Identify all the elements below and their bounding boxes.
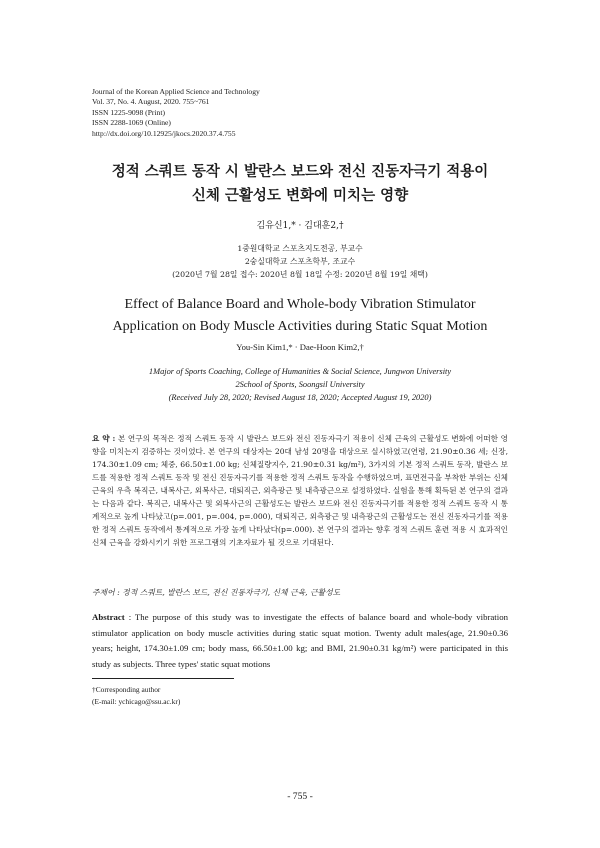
english-title	[60, 294, 540, 338]
english-authors: You-Sin Kim1,* · Dae-Hoon Kim2,†	[236, 342, 364, 352]
korean-abstract	[92, 432, 508, 549]
doi-link[interactable]: http://dx.doi.org/10.12925/jkocs.2020.37.4.755	[92, 128, 236, 138]
korean-title-line: 신체 근활성도 변화에 미치는 영향	[191, 187, 409, 204]
corresponding-author: †Corresponding author	[92, 685, 161, 694]
korean-affiliation: 1중원대학교 스포츠지도전공, 부교수	[237, 244, 363, 253]
journal-header	[92, 87, 260, 139]
korean-abstract-label: 요 약 :	[92, 434, 116, 443]
english-abstract-text: : The purpose of this study was to investigate the effects of balance board and whole-body vibration stimulator application on body muscle activities during static squat motion. Twenty adult males(age, 21.90±0.36 years; height, 174.30±1.09 cm; body mass, 66.50±1.00 kg; and BMI, 21.90±0.31 kg/m²) were participated in this study as subjects. Three types' static squat motions	[92, 612, 508, 669]
issn-online: ISSN 2288-1069 (Online)	[92, 118, 171, 128]
page-number: - 755 -	[287, 791, 313, 802]
korean-affiliation: 2숭실대학교 스포츠학부, 조교수	[244, 257, 356, 266]
english-title-line: Application on Body Muscle Activities during Static Squat Motion	[112, 319, 488, 334]
issn-print: ISSN 1225-9098 (Print)	[92, 107, 165, 117]
korean-title	[60, 160, 540, 208]
journal-name: Journal of the Korean Applied Science and Technology	[92, 87, 260, 96]
footnote-divider	[92, 678, 234, 679]
english-title-line: Effect of Balance Board and Whole-body Vibration Stimulator	[124, 297, 476, 312]
korean-authors: 김유신1,* · 김대훈2,†	[256, 221, 344, 231]
footnote	[92, 684, 180, 708]
english-abstract	[92, 610, 508, 672]
english-affiliations	[60, 365, 540, 404]
journal-volume: Vol. 37, No. 4. August, 2020. 755~761	[92, 97, 210, 107]
english-abstract-label: Abstract	[92, 612, 125, 622]
english-dates: (Received July 28, 2020; Revised August 18, 2020; Accepted August 19, 2020)	[168, 393, 432, 402]
korean-abstract-text: 본 연구의 목적은 정적 스쿼트 동작 시 발란스 보드와 전신 진동자극기 적용이 신체 근육의 근활성도 변화에 어떠한 영향을 미치는지 검증하는 것이었다. 본 연구의 대상자는 20대 남성 20명을 대상으로 실시하였고(연령, 21.90±0.36 세; 신장, 174.30±1.09 cm; 체중, 66.50±1.00 kg; 신체질량지수, 21.90±0.31 kg/m²), 3가지의 기본 정적 스쿼트 동작, 발란스 보드를 적용한 정적 스쿼트 동작 및 전신 진동자극기를 적용한 정적 스쿼트 동작을 수행하였으며, 표면전극을 부착한 부위는 신체 근육의 우측 복직근, 내복사근, 외복사근, 대퇴직근, 외측광근 및 내측광근으로 설정하였다. 실험을 통해 획득된 본 연구의 결과는 다음과 같다. 복직근, 내복사근 및 외복사근의 근활성도는 발란스 보드와 전신 진동자극기를 적용한 정적 스쿼트 동작 시 통계적으로 높게 나타났고(p=.001, p=.004, p=.000), 대퇴직근, 외측광근 및 내측광근의 근활성도는 전신 진동자극기를 적용한 정적 스쿼트 동작에서 통계적으로 가장 높게 나타났다(p=.000). 본 연구의 결과는 향후 정적 스쿼트 훈련 적용 시 효과적인 신체 근육을 강화시키기 위한 프로그램의 기초자료가 될 것으로 기대된다.	[92, 434, 508, 547]
korean-affiliations	[60, 242, 540, 281]
korean-keywords: 주제어 : 정적 스쿼트, 발란스 보드, 전신 진동자극기, 신체 근육, 근활성도	[92, 588, 341, 597]
korean-dates: (2020년 7월 28일 접수: 2020년 8월 18일 수정: 2020년 8월 19일 채택)	[172, 270, 428, 279]
english-affiliation: 2School of Sports, Soongsil University	[235, 380, 365, 389]
author-email: (E-mail: ychicago@ssu.ac.kr)	[92, 697, 181, 706]
korean-title-line: 정적 스쿼트 동작 시 발란스 보드와 전신 진동자극기 적용이	[111, 163, 489, 180]
english-affiliation: 1Major of Sports Coaching, College of Humanities & Social Science, Jungwon University	[148, 367, 452, 376]
